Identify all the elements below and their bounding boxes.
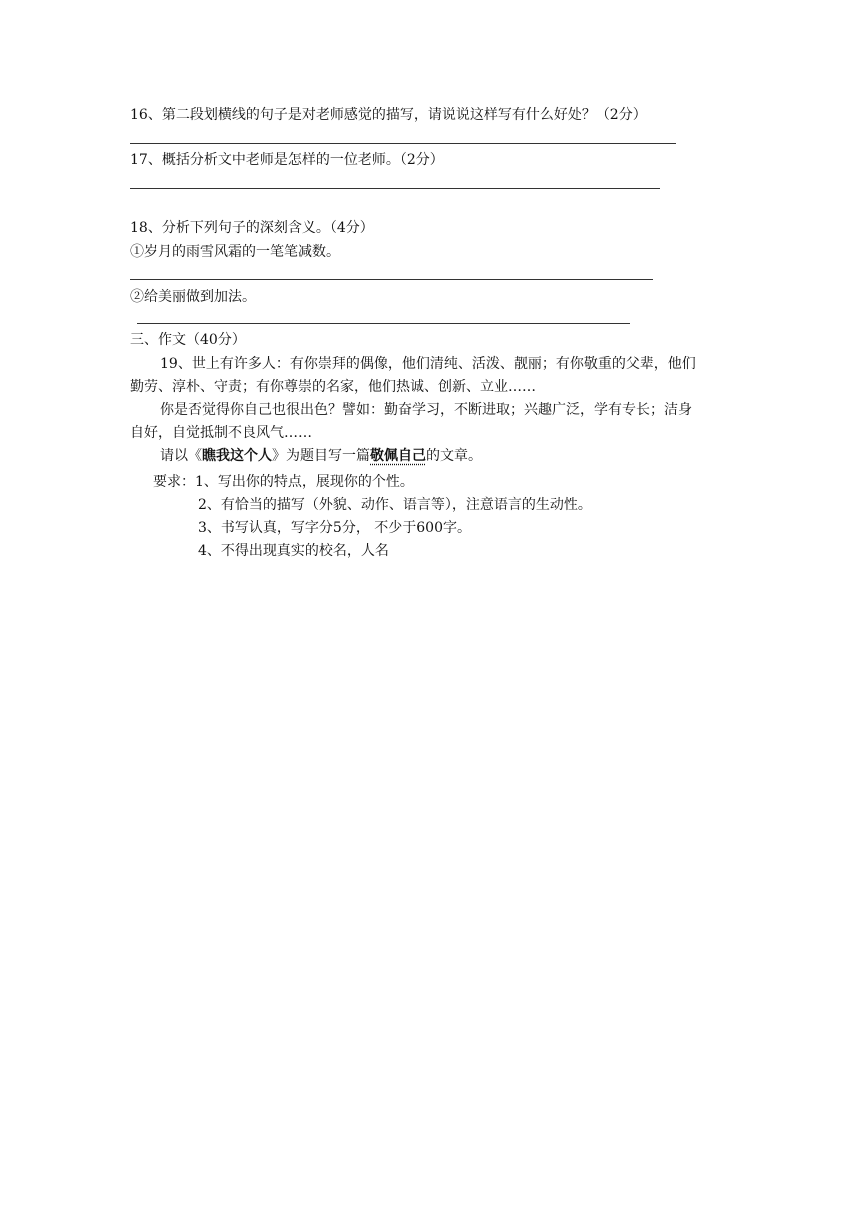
essay-emphasis: 敬佩自己	[370, 448, 426, 464]
section-3-heading: 三、作文（40分）	[130, 332, 246, 348]
question-18: 18、分析下列句子的深刻含义。（4分）	[130, 220, 374, 236]
essay-prompt-line-1: 19、世上有许多人：有你崇拜的偶像，他们清纯、活泼、靓丽；有你敬重的父辈，他们	[160, 356, 696, 372]
requirements-label-line	[153, 472, 414, 492]
essay-instruction-post: 的文章。	[426, 448, 482, 464]
answer-line-17	[130, 188, 660, 189]
essay-instruction-mid: 》为题目写一篇	[272, 448, 370, 464]
answer-line-16	[130, 143, 676, 144]
requirement-1: 1、写出你的特点，展现你的个性。	[195, 474, 414, 490]
question-17: 17、概括分析文中老师是怎样的一位老师。（2分）	[130, 152, 444, 168]
requirement-4: 4、不得出现真实的校名，人名	[198, 543, 389, 559]
question-18-item-1: ①岁月的雨雪风霜的一笔笔减数。	[130, 244, 340, 260]
essay-prompt-line-2: 勤劳、淳朴、守责；有你尊崇的名家，他们热诚、创新、立业……	[130, 379, 536, 395]
requirement-2: 2、有恰当的描写（外貌、动作、语言等），注意语言的生动性。	[198, 497, 592, 513]
answer-line-18-2	[137, 323, 630, 324]
essay-title: 瞧我这个人	[202, 448, 272, 464]
essay-prompt-line-4: 自好，自觉抵制不良风气……	[130, 425, 312, 441]
essay-prompt-line-3: 你是否觉得你自己也很出色？譬如：勤奋学习，不断进取；兴趣广泛，学有专长；洁身	[160, 402, 692, 418]
answer-line-18-1	[130, 279, 653, 280]
question-18-item-2: ②给美丽做到加法。	[130, 289, 256, 305]
question-16: 16、第二段划横线的句子是对老师感觉的描写，请说说这样写有什么好处？（2分）	[130, 107, 647, 123]
requirement-3: 3、书写认真，写字分5分， 不少于600字。	[198, 520, 471, 536]
requirements-label: 要求：	[153, 474, 195, 490]
essay-instruction-pre: 请以《	[160, 448, 202, 464]
essay-title-instruction	[160, 446, 482, 466]
